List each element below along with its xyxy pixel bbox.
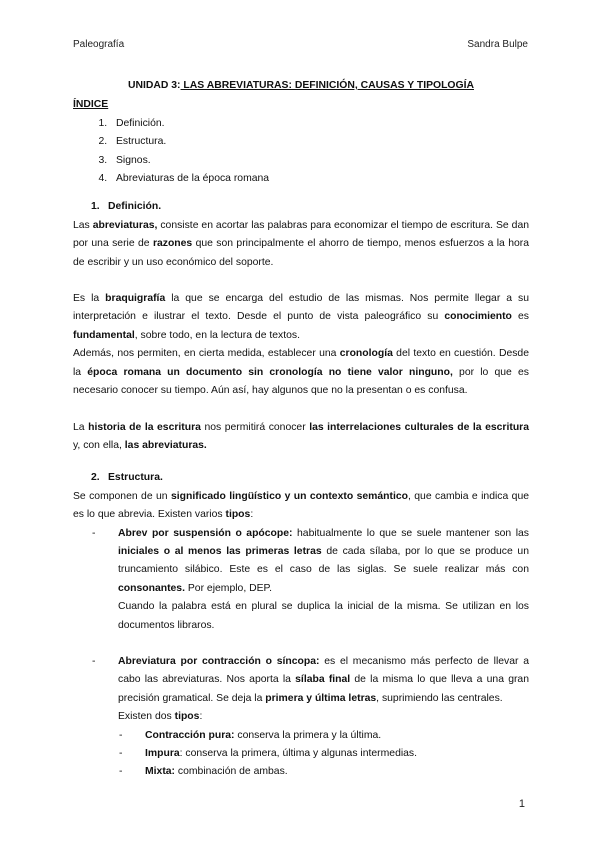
paragraph: Se componen de un significado lingüístico y un contexto semántico, que cambia e indica que es lo que abrevia. Existen varios tipos: [73,490,529,521]
title-underlined: LAS ABREVIATURAS: DEFINICIÓN, CAUSAS Y TIPOLOGÍA [180,80,474,91]
sub-list-item: - Mixta: combinación de ambas. [119,766,288,778]
index-item: 2. Estructura. [110,133,529,151]
paragraph: La historia de la escritura nos permitirá conocer las interrelaciones culturales de la escritura y, con ella, las abreviaturas. [73,421,529,451]
document-body [73,77,529,782]
sub-list-item: - Impura: conserva la primera, última y algunas intermedias. [119,748,418,759]
page-number: 1 [518,798,525,810]
dash-marker: - [92,655,96,667]
dash-marker: - [92,527,96,539]
title-prefix: UNIDAD 3: [127,80,181,91]
index-list [73,115,529,189]
section-1-heading [73,198,529,216]
paragraph: Además, nos permiten, en cierta medida, establecer una cronología del texto en cuestión. Desde la época romana un documento sin cronología no tiene valor ninguno, por lo que es necesario conocer su tiempo. Aún así, hay algunos que no la presentan o es confusa. [73,348,529,397]
paragraph: Las abreviaturas, consiste en acortar las palabras para economizar el tiempo de escritura. Se dan por una serie de razones que son principalmente el ahorro de tiempo, menos esfuerzos a la hora de escribir y un uso económico del soporte. [73,219,530,268]
section-2-number: 2. [91,472,100,484]
sub-list-item: - Contracción pura: conserva la primera y la última. [119,729,382,741]
list-item: - Abreviatura por contracción o síncopa: es el mecanismo más perfecto de llevar a cabo las abreviaturas. Nos aporta la sílaba final de la misma lo que lleva a una gran precisión gramatical. Se deja la primera y última letras, suprimiendo las centrales. Existen dos tipos: [92,653,529,727]
section-1-title: Definición. [108,201,162,213]
section-2-title: Estructura. [108,472,163,484]
running-header-left: Paleografía [73,39,125,50]
index-heading: ÍNDICE [73,99,109,111]
list-item: - Abrev por suspensión o apócope: habitualmente lo que se suele mantener son las iniciales o al menos las primeras letras de cada sílaba, por lo que se produce un truncamiento silábico. Este es el caso de las siglas. Se suele realizar más con consonantes. Por ejemplo, DEP. Cuando la palabra está en plural se duplica la inicial de la misma. Se utilizan en los documentos libraros. [92,525,529,635]
index-item: 1. Definición. [110,115,529,133]
paragraph: Es la braquigrafía la que se encarga del estudio de las mismas. Nos permite llegar a su interpretación e ilustrar el texto. Desde el punto de vista paleográfico su conocimiento es fundamental, sobre todo, en la lectura de textos. [73,293,529,341]
section-2-heading [73,469,529,487]
section-1-number: 1. [91,201,100,213]
index-item: 4. Abreviaturas de la época romana [110,170,529,188]
index-item: 3. Signos. [110,152,529,170]
document-title [73,77,529,95]
running-header-right: Sandra Bulpe [467,39,528,50]
